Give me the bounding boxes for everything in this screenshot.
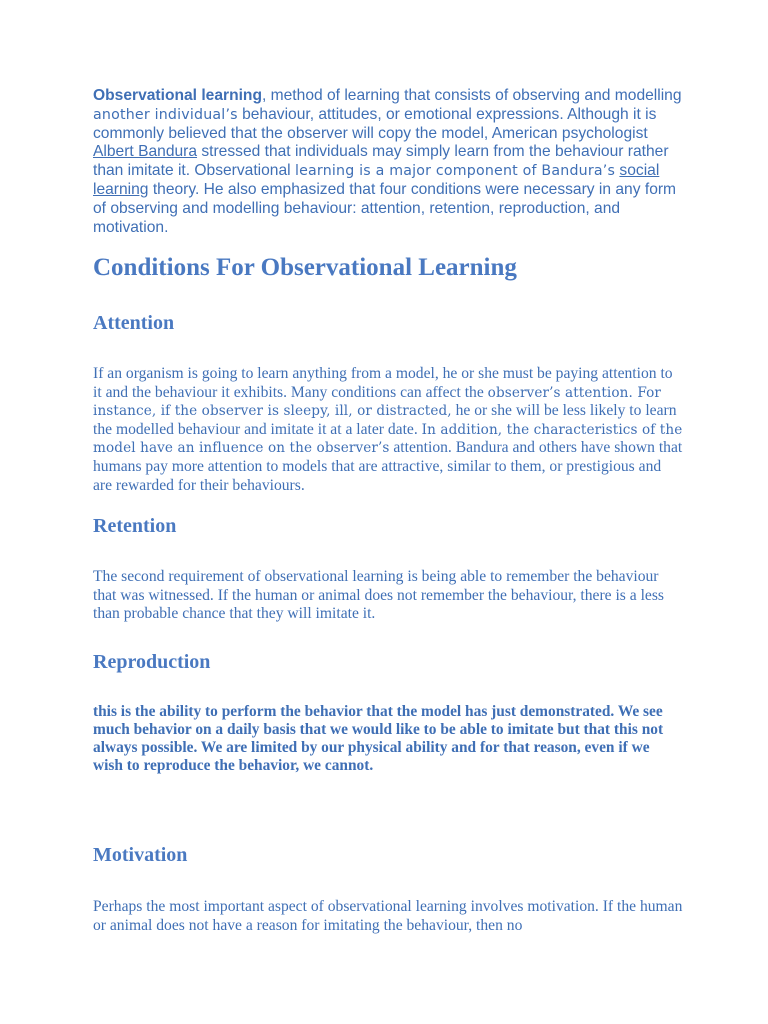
intro-text-1: , method of learning that consists of observing and modelling [261, 87, 682, 104]
retention-heading: Retention [93, 515, 177, 537]
attention-text-3: he or she will be less likely to learn the modelled behaviour and imitate it at a later date. [93, 402, 677, 438]
attention-text-5: attention. Bandura and others have shown that humans pay more attention to models that are attractive, similar to them, or prestigious and are rewarded for their behaviours. [93, 439, 683, 494]
intro-paragraph [93, 87, 683, 237]
retention-paragraph: The second requirement of observational learning is being able to remember the behaviour that was witnessed. If the human or animal does not remember the behaviour, there is a less than probable chance that they will imitate it. [93, 568, 664, 623]
attention-text-2: observer’s attention. For instance, if the observer is sleepy, ill, or distracted, [93, 384, 661, 420]
motivation-heading: Motivation [93, 844, 188, 866]
intro-text-4: stressed that individuals may simply learn from the behaviour rather than imitate it. Observational [93, 143, 669, 180]
motivation-paragraph: Perhaps the most important aspect of observational learning involves motivation. If the human or animal does not have a reason for imitating the behaviour, then no [93, 898, 683, 934]
social-learning-link[interactable]: social learning [93, 162, 660, 198]
attention-heading: Attention [93, 312, 175, 334]
intro-text-7: theory. He also emphasized that four conditions were necessary in any form of observing and modelling behaviour: attention, retention, reproduction, and motivation. [93, 180, 677, 236]
albert-bandura-link[interactable]: Albert Bandura [93, 143, 198, 161]
conditions-heading: Conditions For Observational Learning [93, 254, 517, 281]
intro-text-2: another individual’s [93, 106, 238, 123]
intro-text-3: behaviour, attitudes, or emotional expressions. Although it is commonly believed that the observer will copy the model, American psychologist [93, 105, 657, 142]
attention-paragraph [93, 365, 683, 495]
intro-text-5: learning is a major component of Bandura’s [294, 163, 616, 180]
intro-term: Observational learning [93, 87, 262, 104]
attention-text-4: In addition, the characteristics of the model have an influence on the observer’s [93, 421, 683, 457]
reproduction-paragraph: this is the ability to perform the behavior that the model has just demonstrated. We see much behavior on a daily basis that we would like to be able to imitate but that this not always possible. We are limited by our physical ability and for that reason, even if we wish to reproduce the behavior, we cannot. [93, 703, 664, 775]
attention-text-1: If an organism is going to learn anything from a model, he or she must be paying attention to it and the behaviour it exhibits. Many conditions can affect the [93, 365, 673, 401]
reproduction-heading: Reproduction [93, 651, 211, 673]
